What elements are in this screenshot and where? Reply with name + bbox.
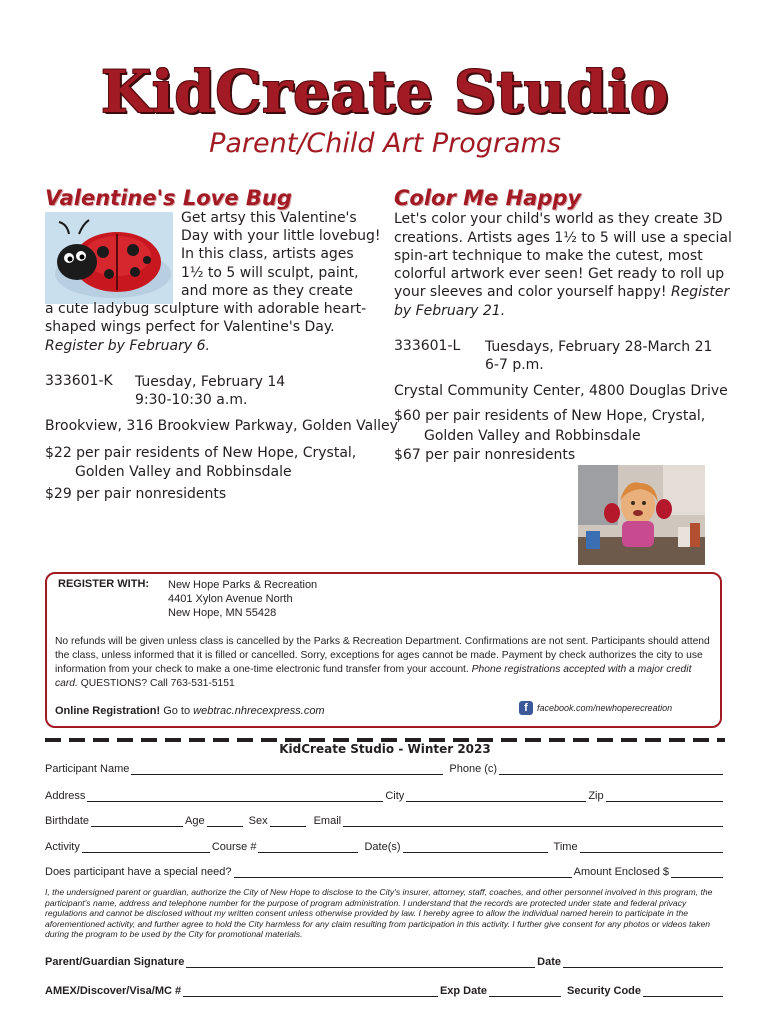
payment-row xyxy=(45,985,725,997)
valentine-price-resident: $22 per pair residents of New Hope, Crystal, xyxy=(45,445,357,461)
consent-statement: I, the undersigned parent or guardian, authorize the City of New Hope to disclose to the City's insurer, attorney, staff, coaches, and other personnel involved in this program, the participant's name, address and telephone number for the purpose of program administration. I understand that the records are protected under state and federal privacy regulations and cannot be disclosed without my written consent unless otherwise provided by law. I hereby agree to allow the individual named herein to participate in the aforementioned activity, and further agree to hold the City harmless for any claim resulting from participation in this activity. I further give consent for any photos or videos taken during the program to be used by the City for promotional materials. xyxy=(45,887,713,939)
amount-field[interactable] xyxy=(671,866,723,878)
online-registration-text: Go to xyxy=(163,705,191,717)
colorme-register-by-a: Register xyxy=(670,284,730,300)
register-city: New Hope, MN 55428 xyxy=(168,607,277,619)
valentine-desc-5: and more as they create xyxy=(181,283,353,299)
colorme-price-nonresident: $67 per pair nonresidents xyxy=(394,447,576,463)
valentine-date xyxy=(135,373,285,409)
facebook-icon: f xyxy=(519,701,533,715)
address-field[interactable] xyxy=(87,790,383,802)
phone-registration-note: Phone registrations accepted with a major credit card. xyxy=(55,664,692,689)
register-with-label: REGISTER WITH: xyxy=(58,578,150,590)
phone-label: Phone (c) xyxy=(449,763,498,775)
valentine-location: Brookview, 316 Brookview Parkway, Golden Valley xyxy=(45,418,398,434)
valentine-desc-6: a cute ladybug sculpture with adorable heart- xyxy=(45,301,367,317)
form-title: KidCreate Studio - Winter 2023 xyxy=(279,742,491,756)
address-label: Address xyxy=(45,790,86,802)
activity-field[interactable] xyxy=(82,841,210,853)
exp-date-label: Exp Date xyxy=(439,985,488,997)
colorme-desc-3: spin-art technique to make the cutest, most xyxy=(394,248,703,264)
form-row-activity xyxy=(45,841,725,853)
page-subtitle: Parent/Child Art Programs xyxy=(209,128,561,159)
valentine-desc-7: shaped wings perfect for Valentine's Day. xyxy=(45,319,335,335)
valentine-desc-3: In this class, artists ages xyxy=(181,246,354,262)
time-label: Time xyxy=(553,841,578,853)
birthdate-field[interactable] xyxy=(91,815,183,827)
register-street: 4401 Xylon Avenue North xyxy=(168,593,293,605)
age-label: Age xyxy=(185,815,205,827)
colorme-date xyxy=(485,338,712,374)
exp-date-field[interactable] xyxy=(489,985,561,997)
valentine-desc-4: 1½ to 5 will sculpt, paint, xyxy=(181,265,359,281)
course-label: Course # xyxy=(211,841,257,853)
studio-logo: KidCreate Studio xyxy=(100,58,670,126)
signature-field[interactable] xyxy=(186,956,535,968)
colorme-desc-4: colorful artwork ever seen! Get ready to roll up xyxy=(394,266,725,282)
age-field[interactable] xyxy=(207,815,243,827)
ladybug-image xyxy=(45,212,173,304)
security-code-field[interactable] xyxy=(643,985,723,997)
valentine-date-line1: Tuesday, February 14 xyxy=(135,374,286,390)
date-label: Date xyxy=(537,956,561,968)
online-registration-label: Online Registration! xyxy=(55,705,161,717)
colorme-desc-2: creations. Artists ages 1½ to 5 will use a special xyxy=(394,230,732,246)
facebook-link[interactable] xyxy=(519,701,672,715)
dates-label: Date(s) xyxy=(364,841,401,853)
signature-row xyxy=(45,956,725,968)
colorme-date-line1: Tuesdays, February 28-March 21 xyxy=(485,339,713,355)
online-registration xyxy=(55,705,325,717)
birthdate-label: Birthdate xyxy=(45,815,90,827)
colorme-desc-1: Let's color your child's world as they create 3D xyxy=(394,211,723,227)
policy-text: No refunds will be given unless class is cancelled by the Parks & Recreation Department. Confirmations are not sent. Participants should attend the class, unless informed that it is filled or cancelled. Sorry, exceptions for ages cannot be made. Payment by check authorizes the city to use information from your check to make a one-time electronic fund transfer from your account. xyxy=(55,636,710,675)
valentine-price-resident-cont: Golden Valley and Robbinsdale xyxy=(75,464,292,480)
register-org: New Hope Parks & Recreation xyxy=(168,579,318,591)
security-code-label: Security Code xyxy=(567,985,641,997)
valentine-course-code: 333601-K xyxy=(45,373,113,389)
card-label: AMEX/Discover/Visa/MC # xyxy=(45,985,182,997)
signature-label: Parent/Guardian Signature xyxy=(45,956,185,968)
activity-label: Activity xyxy=(45,841,80,853)
dates-field[interactable] xyxy=(403,841,548,853)
colorme-register-by: by February 21. xyxy=(394,303,506,319)
form-row-address xyxy=(45,790,725,802)
valentine-time: 9:30-10:30 a.m. xyxy=(135,392,248,408)
email-label: Email xyxy=(313,815,342,827)
valentine-desc-1: Get artsy this Valentine's xyxy=(181,210,357,226)
colorme-time: 6-7 p.m. xyxy=(485,357,544,373)
facebook-url: facebook.com/newhoperecreation xyxy=(537,703,673,713)
city-label: City xyxy=(385,790,405,802)
colorme-course-code: 333601-L xyxy=(394,338,461,354)
card-field[interactable] xyxy=(183,985,438,997)
register-address xyxy=(168,578,317,620)
sex-label: Sex xyxy=(248,815,268,827)
zip-field[interactable] xyxy=(606,790,723,802)
form-row-special xyxy=(45,866,725,878)
sex-field[interactable] xyxy=(270,815,306,827)
valentine-title: Valentine's Love Bug xyxy=(45,186,292,210)
refund-policy xyxy=(55,635,710,691)
special-need-label: Does participant have a special need? xyxy=(45,866,232,878)
valentine-register-by: Register by February 6. xyxy=(45,338,210,354)
form-row-birthdate xyxy=(45,815,725,827)
form-row-name xyxy=(45,763,725,775)
date-field[interactable] xyxy=(563,956,723,968)
online-registration-link[interactable]: webtrac.nhrecexpress.com xyxy=(193,705,325,717)
colorme-title: Color Me Happy xyxy=(394,186,582,210)
special-need-field[interactable] xyxy=(234,866,572,878)
course-field[interactable] xyxy=(258,841,358,853)
phone-field[interactable] xyxy=(499,763,723,775)
city-field[interactable] xyxy=(406,790,586,802)
child-painting-photo xyxy=(578,465,705,565)
colorme-desc-5-text: your sleeves and color yourself happy! xyxy=(394,284,667,300)
colorme-price-resident-cont: Golden Valley and Robbinsdale xyxy=(424,428,641,444)
amount-label: Amount Enclosed $ xyxy=(573,866,669,878)
colorme-price-resident: $60 per pair residents of New Hope, Crystal, xyxy=(394,408,706,424)
participant-name-field[interactable] xyxy=(131,763,443,775)
zip-label: Zip xyxy=(588,790,604,802)
email-field[interactable] xyxy=(343,815,723,827)
valentine-price-nonresident: $29 per pair nonresidents xyxy=(45,486,227,502)
participant-name-label: Participant Name xyxy=(45,763,130,775)
colorme-desc-5 xyxy=(394,283,729,301)
valentine-desc-2: Day with your little lovebug! xyxy=(181,228,381,244)
time-field[interactable] xyxy=(580,841,723,853)
colorme-location: Crystal Community Center, 4800 Douglas Drive xyxy=(394,383,728,399)
questions-line: QUESTIONS? Call 763-531-5151 xyxy=(80,678,235,689)
